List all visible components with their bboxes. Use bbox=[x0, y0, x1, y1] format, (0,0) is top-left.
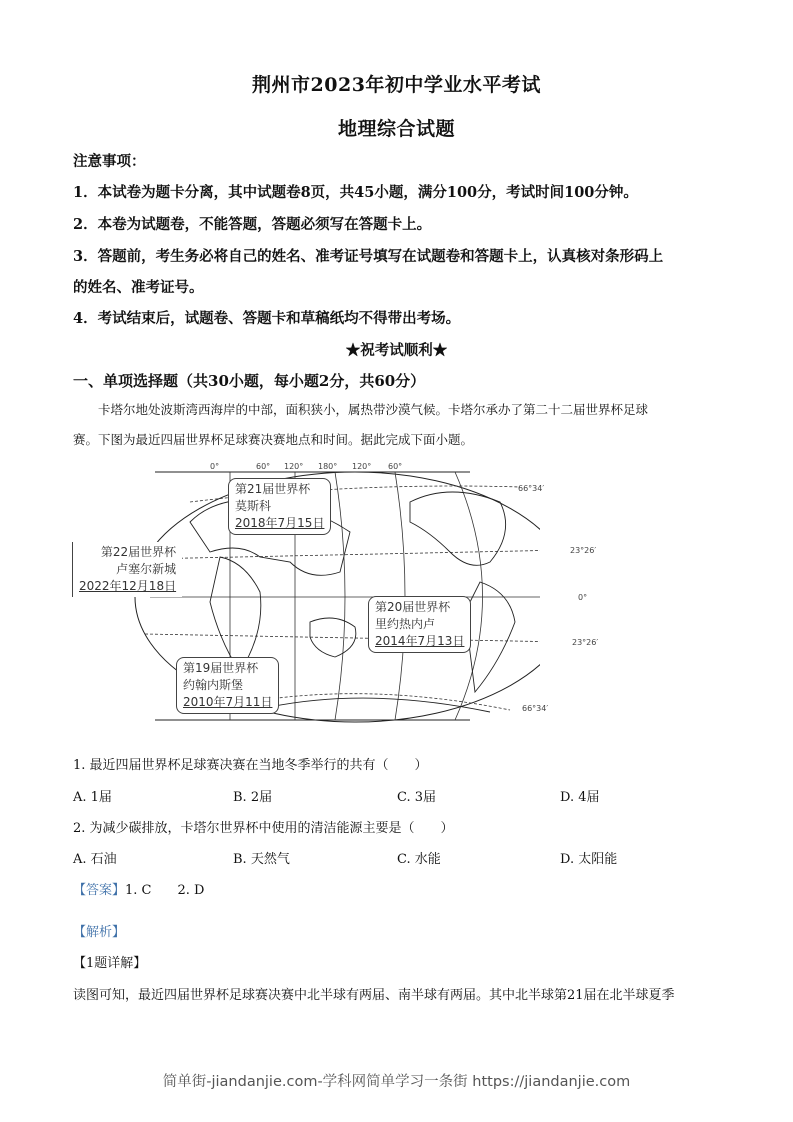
analysis-label: 【解析】 bbox=[73, 925, 126, 940]
callout-date: 2022年12月18日 bbox=[79, 579, 177, 593]
notice-item-1: 1．本试卷为题卡分离，其中试题卷8页，共45小题，满分100分，考试时间100分钟。 bbox=[73, 184, 638, 201]
callout-20th-world-cup bbox=[368, 596, 471, 653]
world-cup-map bbox=[70, 462, 599, 724]
callout-19th-world-cup bbox=[176, 657, 279, 714]
q2-option-a: A. 石油 bbox=[73, 852, 117, 867]
detail-label: 【1题详解】 bbox=[73, 956, 147, 971]
callout-21st-world-cup bbox=[228, 478, 331, 535]
callout-edition: 第21届世界杯 bbox=[235, 482, 311, 496]
q1-option-d: D. 4届 bbox=[560, 790, 600, 805]
callout-city: 约翰内斯堡 bbox=[183, 678, 244, 692]
callout-edition: 第20届世界杯 bbox=[375, 600, 451, 614]
callout-city: 莫斯科 bbox=[235, 499, 272, 513]
answer-label: 【答案】 bbox=[73, 883, 126, 898]
latitude-label: 66°34′ bbox=[518, 484, 545, 493]
notice-item-4: 4．考试结束后，试题卷、答题卡和草稿纸均不得带出考场。 bbox=[73, 310, 461, 327]
q1-option-b: B. 2届 bbox=[233, 790, 273, 805]
exam-subtitle: 地理综合试题 bbox=[337, 118, 455, 140]
longitude-label: 0° bbox=[210, 462, 220, 471]
longitude-label: 180° bbox=[318, 462, 338, 471]
question-1-stem: 1. 最近四届世界杯足球赛决赛在当地冬季举行的共有（ ） bbox=[73, 758, 428, 773]
latitude-label: 23°26′ bbox=[570, 546, 597, 555]
notice-item-3-cont: 的姓名、准考证号。 bbox=[73, 279, 204, 296]
latitude-label: 0° bbox=[578, 593, 588, 602]
callout-city: 卢塞尔新城 bbox=[116, 562, 177, 576]
latitude-label: 66°34′ bbox=[522, 704, 549, 713]
q2-option-d: D. 太阳能 bbox=[560, 852, 618, 867]
q2-option-c: C. 水能 bbox=[397, 852, 441, 867]
intro-paragraph-line1: 卡塔尔地处波斯湾西海岸的中部，面积狭小，属热带沙漠气候。卡塔尔承办了第二十二届世界杯足球 bbox=[98, 402, 649, 417]
footer-watermark: 简单街-jiandanjie.com-学科网简单学习一条街 https://jiandanjie.com bbox=[162, 1074, 631, 1090]
blessing: ★祝考试顺利★ bbox=[345, 342, 448, 359]
q1-option-c: C. 3届 bbox=[397, 790, 437, 805]
answer-text: 1. C 2. D bbox=[125, 883, 205, 898]
longitude-label: 60° bbox=[388, 462, 403, 471]
exam-title: 荆州市2023年初中学业水平考试 bbox=[252, 74, 541, 96]
intro-paragraph-line2: 赛。下图为最近四届世界杯足球赛决赛地点和时间。据此完成下面小题。 bbox=[73, 432, 474, 447]
answer-row bbox=[73, 879, 204, 898]
q2-option-b: B. 天然气 bbox=[233, 852, 290, 867]
longitude-label: 120° bbox=[352, 462, 372, 471]
section-heading: 一、单项选择题（共30小题，每小题2分，共60分） bbox=[73, 372, 426, 390]
longitude-label: 120° bbox=[284, 462, 304, 471]
detail-text: 读图可知，最近四届世界杯足球赛决赛中北半球有两届、南半球有两届。其中北半球第21届在北半球夏季 bbox=[73, 988, 675, 1003]
latitude-label: 23°26′ bbox=[572, 638, 599, 647]
callout-date: 2018年7月15日 bbox=[235, 516, 325, 530]
notice-item-2: 2．本卷为试题卷，不能答题，答题必须写在答题卡上。 bbox=[73, 216, 432, 233]
callout-edition: 第22届世界杯 bbox=[100, 545, 177, 559]
q1-option-a: A. 1届 bbox=[73, 790, 112, 805]
notice-heading: 注意事项： bbox=[73, 153, 146, 170]
callout-date: 2010年7月11日 bbox=[183, 695, 273, 709]
notice-item-3: 3．答题前，考生务必将自己的姓名、准考证号填写在试题卷和答题卡上，认真核对条形码上 bbox=[73, 248, 664, 265]
callout-city: 里约热内卢 bbox=[375, 617, 436, 631]
callout-22nd-world-cup bbox=[72, 542, 182, 597]
callout-date: 2014年7月13日 bbox=[375, 634, 465, 648]
callout-edition: 第19届世界杯 bbox=[183, 661, 259, 675]
longitude-label: 60° bbox=[256, 462, 271, 471]
question-2-stem: 2. 为减少碳排放，卡塔尔世界杯中使用的清洁能源主要是（ ） bbox=[73, 821, 454, 836]
